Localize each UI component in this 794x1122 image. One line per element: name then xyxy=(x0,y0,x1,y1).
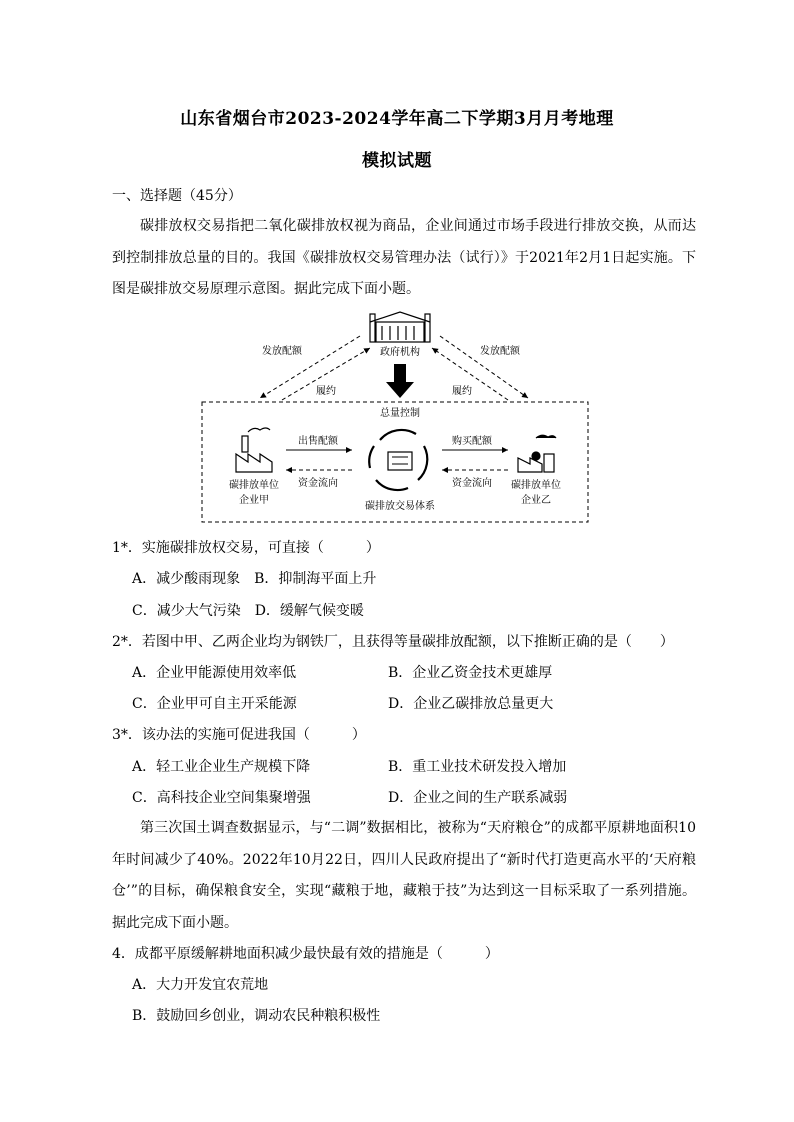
section-heading: 一、选择题（45分） xyxy=(112,188,242,204)
ent-b-label-2: 企业乙 xyxy=(521,495,551,506)
q1-stem: 1*．实施碳排放权交易，可直接（ ） xyxy=(112,540,380,556)
q2-option-a: A．企业甲能源使用效率低 xyxy=(132,665,297,681)
ent-a-label-2: 企业甲 xyxy=(239,495,269,506)
q1-options-ab: A．减少酸雨现象 B．抑制海平面上升 xyxy=(132,571,377,587)
issue-label-right: 发放配额 xyxy=(480,346,520,357)
ent-b-label-1: 碳排放单位 xyxy=(511,480,561,491)
q3-option-c: C．高科技企业空间集聚增强 xyxy=(132,790,311,806)
flow-label-right: 资金流向 xyxy=(452,478,492,489)
q2-stem: 2*．若图中甲、乙两企业均为钢铁厂，且获得等量碳排放配额，以下推断正确的是（ ） xyxy=(112,634,674,650)
exam-title-line2: 模拟试题 xyxy=(362,151,432,171)
q2-option-b: B．企业乙资金技术更雄厚 xyxy=(388,665,553,681)
factory-icon-b xyxy=(518,435,556,472)
q4-stem: 4．成都平原缓解耕地面积减少最快最有效的措施是（ ） xyxy=(112,946,499,962)
gov-label: 政府机构 xyxy=(380,347,420,358)
q2-option-d: D．企业乙碳排放总量更大 xyxy=(388,696,554,712)
q3-option-b: B．重工业技术研发投入增加 xyxy=(388,759,567,775)
intro-paragraph-1: 碳排放权交易指把二氧化碳排放权视为商品，企业间通过市场手段进行排放交换，从而达到控制排放总量的目的。我国《碳排放权交易管理办法（试行）》于2021年2月1日起实施。下图是碳排放交易原理示意图。据此完成下面小题。 xyxy=(112,218,696,297)
system-label: 碳排放交易体系 xyxy=(365,501,435,512)
carbon-trading-diagram xyxy=(190,308,600,530)
q3-option-d: D．企业之间的生产联系减弱 xyxy=(388,790,568,806)
exam-title-line1: 山东省烟台市2023-2024学年高二下学期3月月考地理 xyxy=(180,109,614,129)
q3-option-a: A．轻工业企业生产规模下降 xyxy=(132,759,311,775)
q2-option-c: C．企业甲可自主开采能源 xyxy=(132,696,297,712)
ent-a-label-1: 碳排放单位 xyxy=(229,480,279,491)
intro-paragraph-2: 第三次国土调查数据显示，与“二调”数据相比，被称为“天府粮仓”的成都平原耕地面积10年时间减少了40%。2022年10月22日，四川人民政府提出了“新时代打造更高水平的‘天府粮仓’”的目标，确保粮食安全，实现“藏粮于地，藏粮于技”为达到这一目标采取了一系列措施。据此完成下面小题。 xyxy=(112,820,696,931)
q3-stem: 3*．该办法的实施可促进我国（ ） xyxy=(112,727,366,743)
factory-icon-a xyxy=(236,428,272,472)
q1-options-cd: C．减少大气污染 D．缓解气候变暖 xyxy=(132,603,364,619)
issue-label-left: 发放配额 xyxy=(262,346,302,357)
control-down-arrow xyxy=(386,364,414,398)
trading-cycle-icon xyxy=(369,430,427,490)
q4-option-a: A．大力开发宜农荒地 xyxy=(132,977,269,993)
q4-option-b: B．鼓励回乡创业，调动农民种粮积极性 xyxy=(132,1008,381,1024)
total-control-label: 总量控制 xyxy=(380,408,420,419)
government-building-icon xyxy=(370,312,430,342)
perform-label-left: 履约 xyxy=(316,386,336,397)
buy-label: 购买配额 xyxy=(452,436,492,447)
sell-label: 出售配额 xyxy=(298,436,338,447)
flow-label-left: 资金流向 xyxy=(298,478,338,489)
perform-label-right: 履约 xyxy=(452,386,472,397)
